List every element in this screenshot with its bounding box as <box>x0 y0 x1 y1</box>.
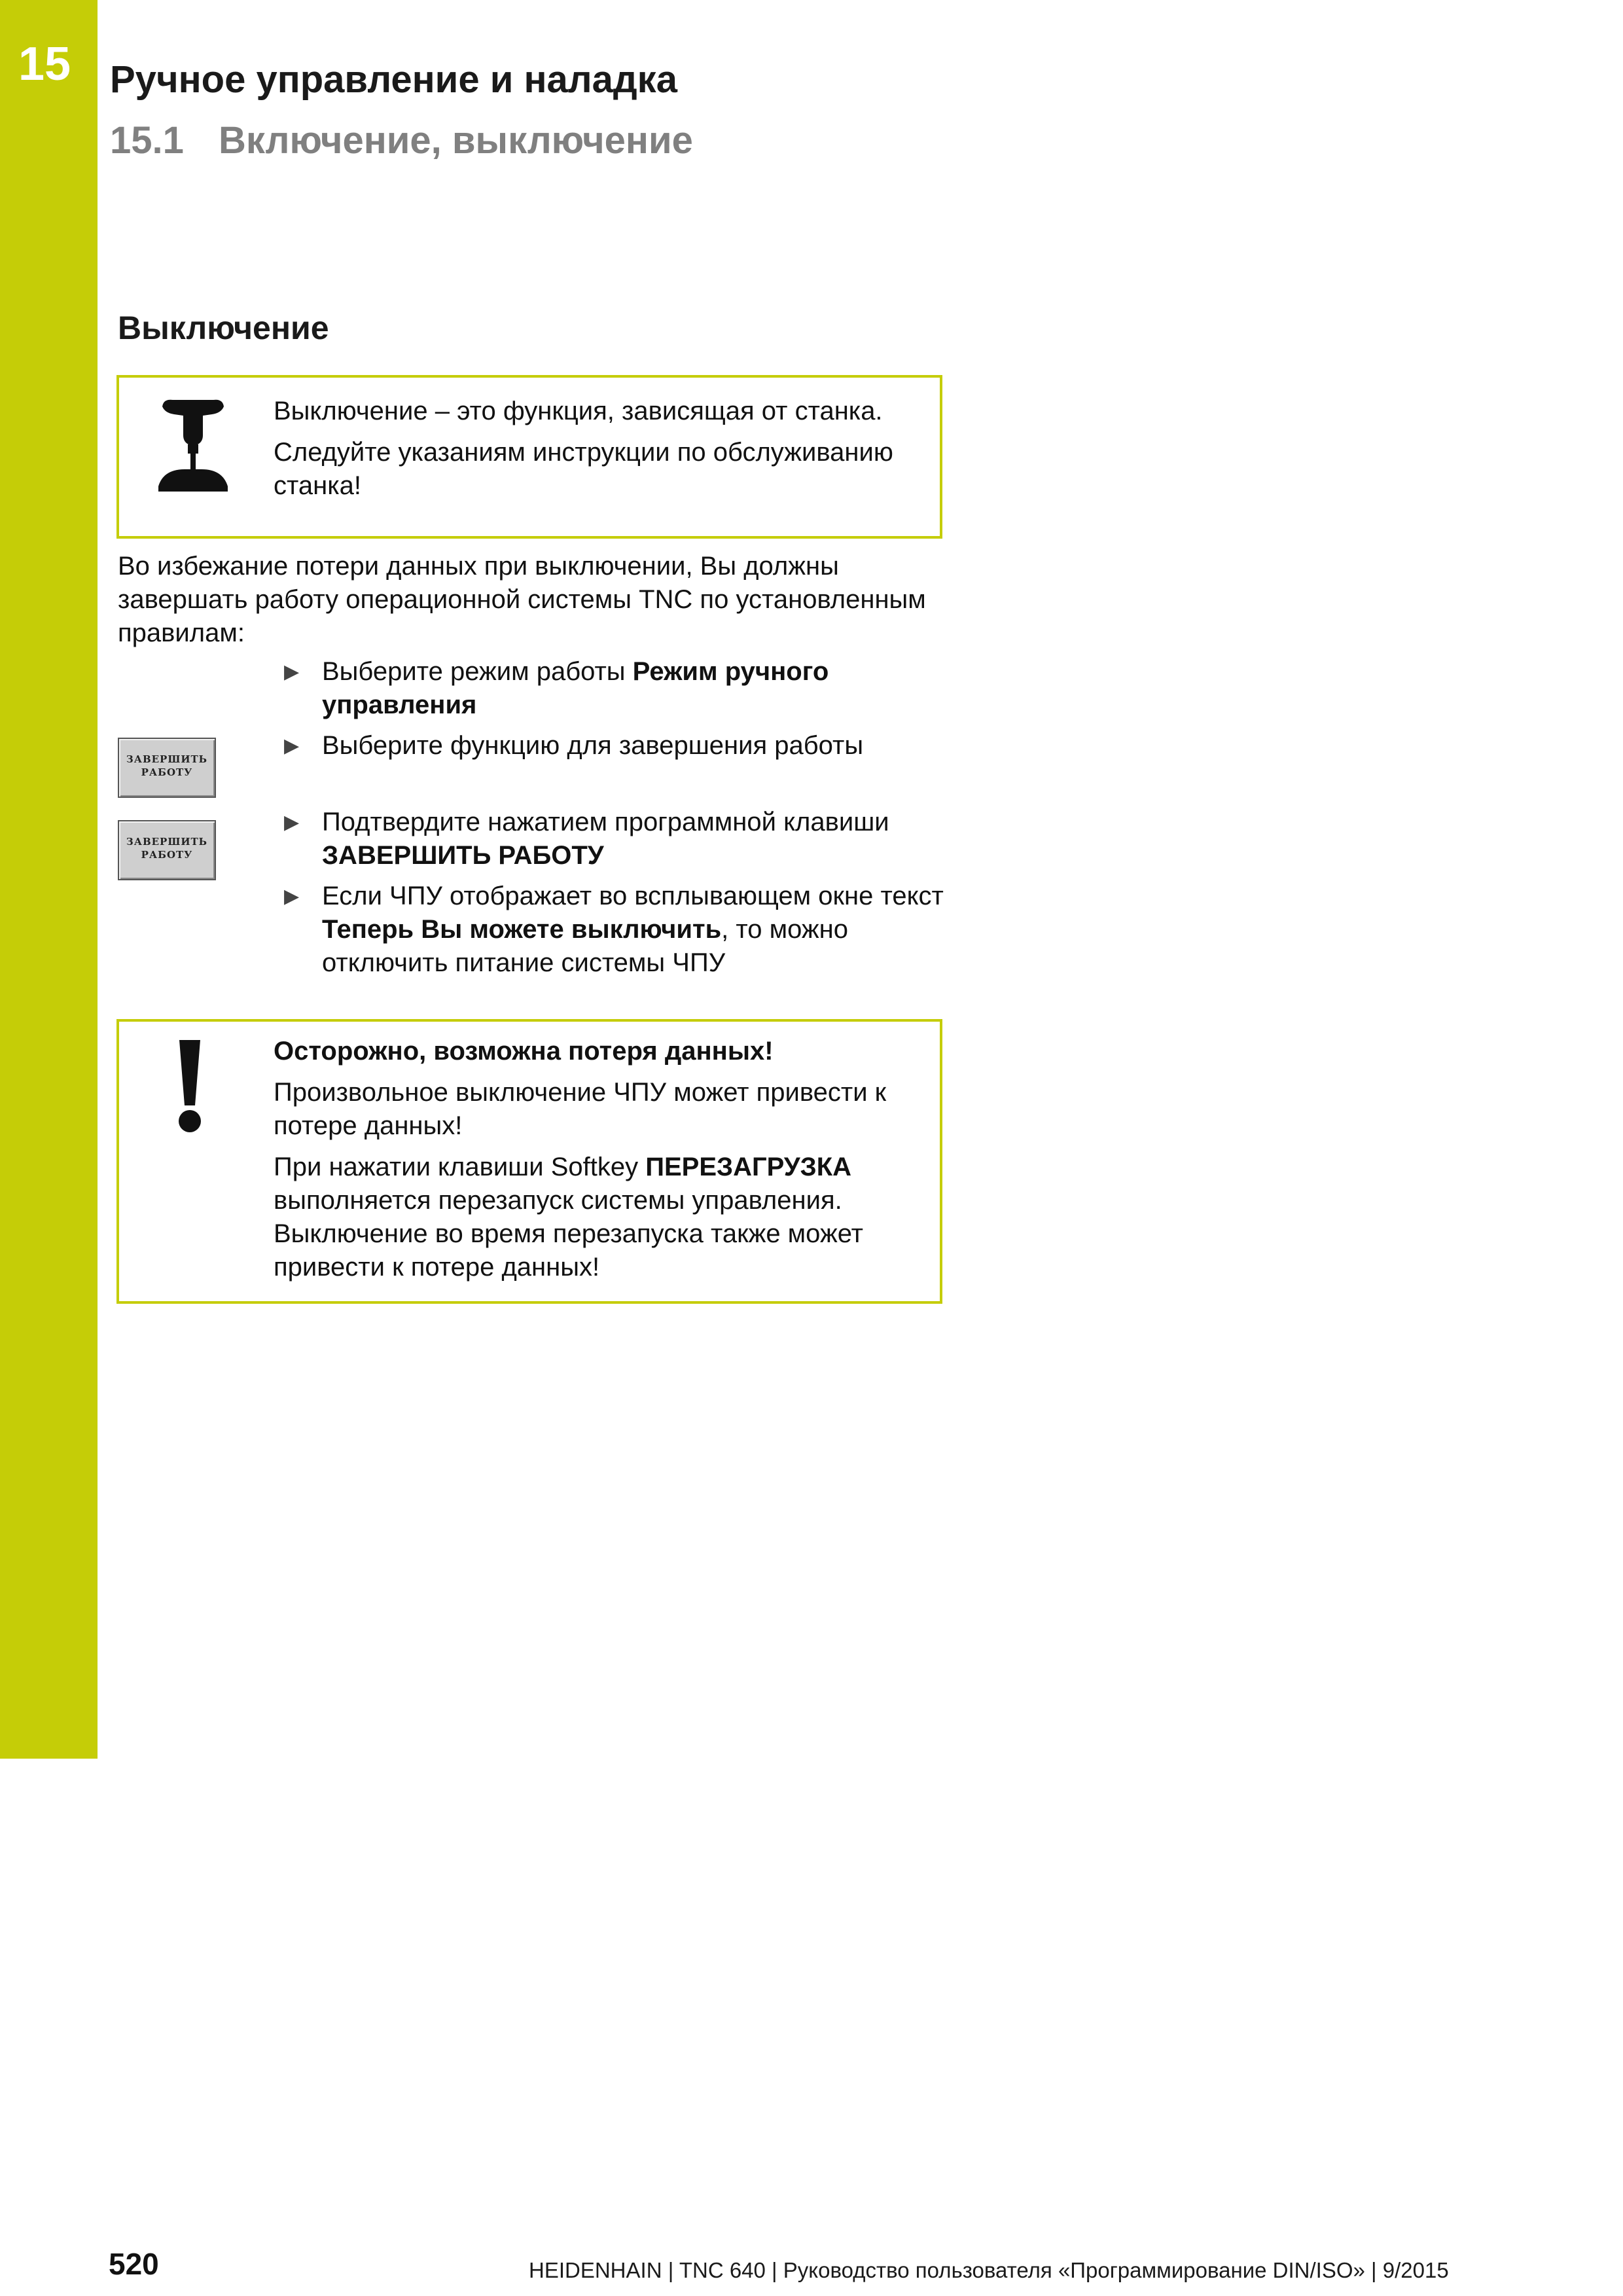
softkey-finish-work-confirm[interactable] <box>118 820 216 880</box>
softkey-line: ЗАВЕРШИТЬ <box>126 753 208 765</box>
step-text: Выберите режим работы <box>322 657 633 686</box>
chapter-number: 15 <box>18 38 71 90</box>
section-number: 15.1 <box>110 119 184 162</box>
warning-paragraph <box>274 1151 927 1284</box>
softkey-line: ЗАВЕРШИТЬ <box>126 836 208 848</box>
section-title: Включение, выключение <box>219 119 693 162</box>
steps-list <box>281 655 949 980</box>
page-number: 520 <box>109 2247 159 2281</box>
step-bold-text: Режим ручного управления <box>322 657 829 719</box>
step-item <box>281 880 949 980</box>
bullet-triangle-icon: ▶ <box>284 886 300 907</box>
machine-note-box <box>116 375 942 539</box>
softkey-line: РАБОТУ <box>141 849 193 861</box>
intro-paragraph: Во избежание потери данных при выключении, Вы должны завершать работу операционной системы TNC по установленным правилам: <box>118 552 926 647</box>
warning-title: Осторожно, возможна потеря данных! <box>274 1037 774 1066</box>
machine-dependent-icon <box>157 397 229 495</box>
step-item <box>281 729 949 762</box>
warning-text-after: выполняется перезапуск системы управления. Выключение во время перезапуска также может привести к потере данных! <box>274 1186 863 1282</box>
step-text: Подтвердите нажатием программной клавиши <box>322 808 889 836</box>
warning-note-text <box>274 1035 927 1292</box>
exclamation-icon <box>177 1037 203 1136</box>
warning-bold-text: ПЕРЕЗАГРУЗКА <box>645 1153 852 1181</box>
step-text: Если ЧПУ отображает во всплывающем окне текст <box>322 882 944 910</box>
bullet-triangle-icon: ▶ <box>284 812 300 833</box>
step-item <box>281 655 949 722</box>
machine-note-line: Выключение – это функция, зависящая от станка. <box>274 397 883 425</box>
chapter-side-bar <box>0 0 98 1759</box>
chapter-title: Ручное управление и наладка <box>110 58 677 101</box>
step-text-after: , то можно отключить питание системы ЧПУ <box>322 915 849 977</box>
warning-note-box <box>116 1019 942 1304</box>
bullet-triangle-icon: ▶ <box>284 735 300 757</box>
machine-note-text <box>274 395 927 511</box>
machine-note-line: Следуйте указаниям инструкции по обслуживанию станка! <box>274 438 893 500</box>
footer-text: HEIDENHAIN | TNC 640 | Руководство пользователя «Программирование DIN/ISO» | 9/2015 <box>529 2258 1449 2282</box>
step-bold-text: Теперь Вы можете выключить <box>322 915 722 944</box>
softkey-line: РАБОТУ <box>141 766 193 778</box>
warning-text: При нажатии клавиши Softkey <box>274 1153 646 1181</box>
warning-paragraph: Произвольное выключение ЧПУ может привести к потере данных! <box>274 1078 887 1140</box>
subheading: Выключение <box>118 310 329 346</box>
step-item <box>281 806 949 872</box>
step-bold-text: ЗАВЕРШИТЬ РАБОТУ <box>322 841 604 870</box>
bullet-triangle-icon: ▶ <box>284 661 300 683</box>
step-text: Выберите функцию для завершения работы <box>322 731 864 760</box>
softkey-finish-work[interactable] <box>118 738 216 798</box>
section-heading <box>110 120 693 162</box>
